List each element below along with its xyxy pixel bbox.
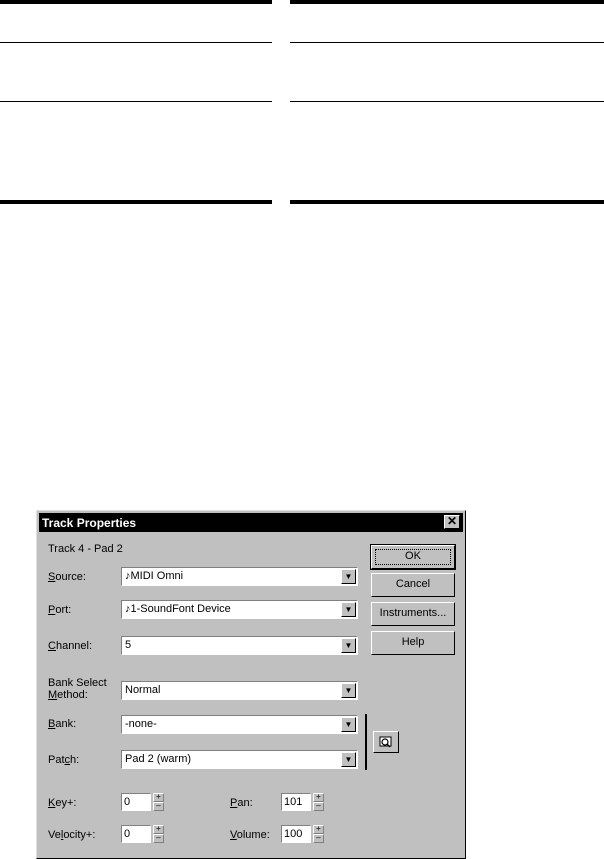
page-rule-left-bottom (0, 200, 272, 204)
velocity-input[interactable] (121, 825, 151, 843)
key-value: 0 (124, 796, 131, 808)
chevron-down-icon[interactable]: ▼ (341, 602, 356, 617)
page-rule-left-2 (0, 42, 272, 43)
pan-spinner[interactable] (313, 793, 324, 811)
pan-label: Pan: (230, 797, 253, 809)
bank-select[interactable] (121, 715, 358, 734)
velocity-spinner[interactable] (153, 825, 164, 843)
browse-patch-button[interactable] (373, 731, 399, 753)
bank-select-method-label: Bank Select Method: (48, 677, 107, 701)
spin-down-icon[interactable]: – (153, 802, 164, 811)
pan-value: 101 (284, 796, 303, 808)
track-properties-dialog (36, 510, 466, 859)
channel-select[interactable] (121, 636, 358, 655)
instruments-button[interactable] (371, 602, 455, 626)
bank-select-method-select[interactable] (121, 681, 358, 700)
bank-patch-divider (365, 714, 367, 770)
page-rule-right-bottom (290, 200, 604, 204)
volume-input[interactable] (281, 825, 311, 843)
page-rule-right-2 (290, 42, 604, 43)
spin-up-icon[interactable]: + (153, 793, 164, 802)
patch-label: Patch: (48, 754, 80, 766)
volume-spinner[interactable] (313, 825, 324, 843)
volume-label: Volume: (230, 829, 270, 841)
focus-ring (375, 549, 451, 565)
page-rule-left-3 (0, 101, 272, 102)
spin-down-icon[interactable]: – (313, 802, 324, 811)
volume-value: 100 (284, 828, 303, 840)
key-label: Key+: (48, 797, 77, 809)
bank-label: Bank: (48, 718, 77, 730)
page-rule-left-top (0, 0, 272, 4)
key-input[interactable] (121, 793, 151, 811)
ok-label: OK (405, 550, 421, 562)
key-spinner[interactable] (153, 793, 164, 811)
chevron-down-icon[interactable]: ▼ (341, 752, 356, 767)
velocity-label: Velocity+: (48, 829, 96, 841)
source-value: ♪MIDI Omni (125, 570, 184, 582)
ok-button[interactable] (371, 545, 455, 569)
patch-value: Pad 2 (warm) (125, 753, 192, 765)
source-select[interactable] (121, 567, 358, 586)
help-label: Help (401, 636, 425, 648)
dialog-title: Track Properties (42, 516, 137, 530)
chevron-down-icon[interactable]: ▼ (341, 569, 356, 584)
spin-down-icon[interactable]: – (313, 834, 324, 843)
channel-value: 5 (125, 639, 132, 651)
chevron-down-icon[interactable]: ▼ (341, 717, 356, 732)
cancel-label: Cancel (395, 578, 431, 590)
port-label: Port: (48, 604, 72, 616)
port-value: ♪1-SoundFont Device (125, 603, 231, 615)
bank-select-method-value: Normal (125, 684, 161, 696)
cancel-button[interactable] (371, 573, 455, 597)
bank-value: -none- (125, 718, 157, 730)
close-button[interactable] (444, 515, 460, 529)
pan-input[interactable] (281, 793, 311, 811)
velocity-value: 0 (124, 828, 131, 840)
magnifier-icon (374, 732, 398, 752)
chevron-down-icon[interactable]: ▼ (341, 638, 356, 653)
track-name-label: Track 4 - Pad 2 (48, 543, 123, 555)
page-rule-right-3 (290, 101, 604, 102)
chevron-down-icon[interactable]: ▼ (341, 683, 356, 698)
help-button[interactable] (371, 631, 455, 655)
page-rule-right-top (290, 0, 604, 4)
spin-up-icon[interactable]: + (313, 793, 324, 802)
instruments-label: Instruments... (379, 607, 447, 619)
patch-select[interactable] (121, 750, 358, 769)
spin-down-icon[interactable]: – (153, 834, 164, 843)
channel-label: Channel: (48, 640, 93, 652)
close-icon: ✕ (446, 514, 458, 528)
source-label: Source: (48, 571, 86, 583)
spin-up-icon[interactable]: + (153, 825, 164, 834)
port-select[interactable] (121, 600, 358, 619)
spin-up-icon[interactable]: + (313, 825, 324, 834)
dialog-titlebar[interactable] (39, 513, 463, 532)
